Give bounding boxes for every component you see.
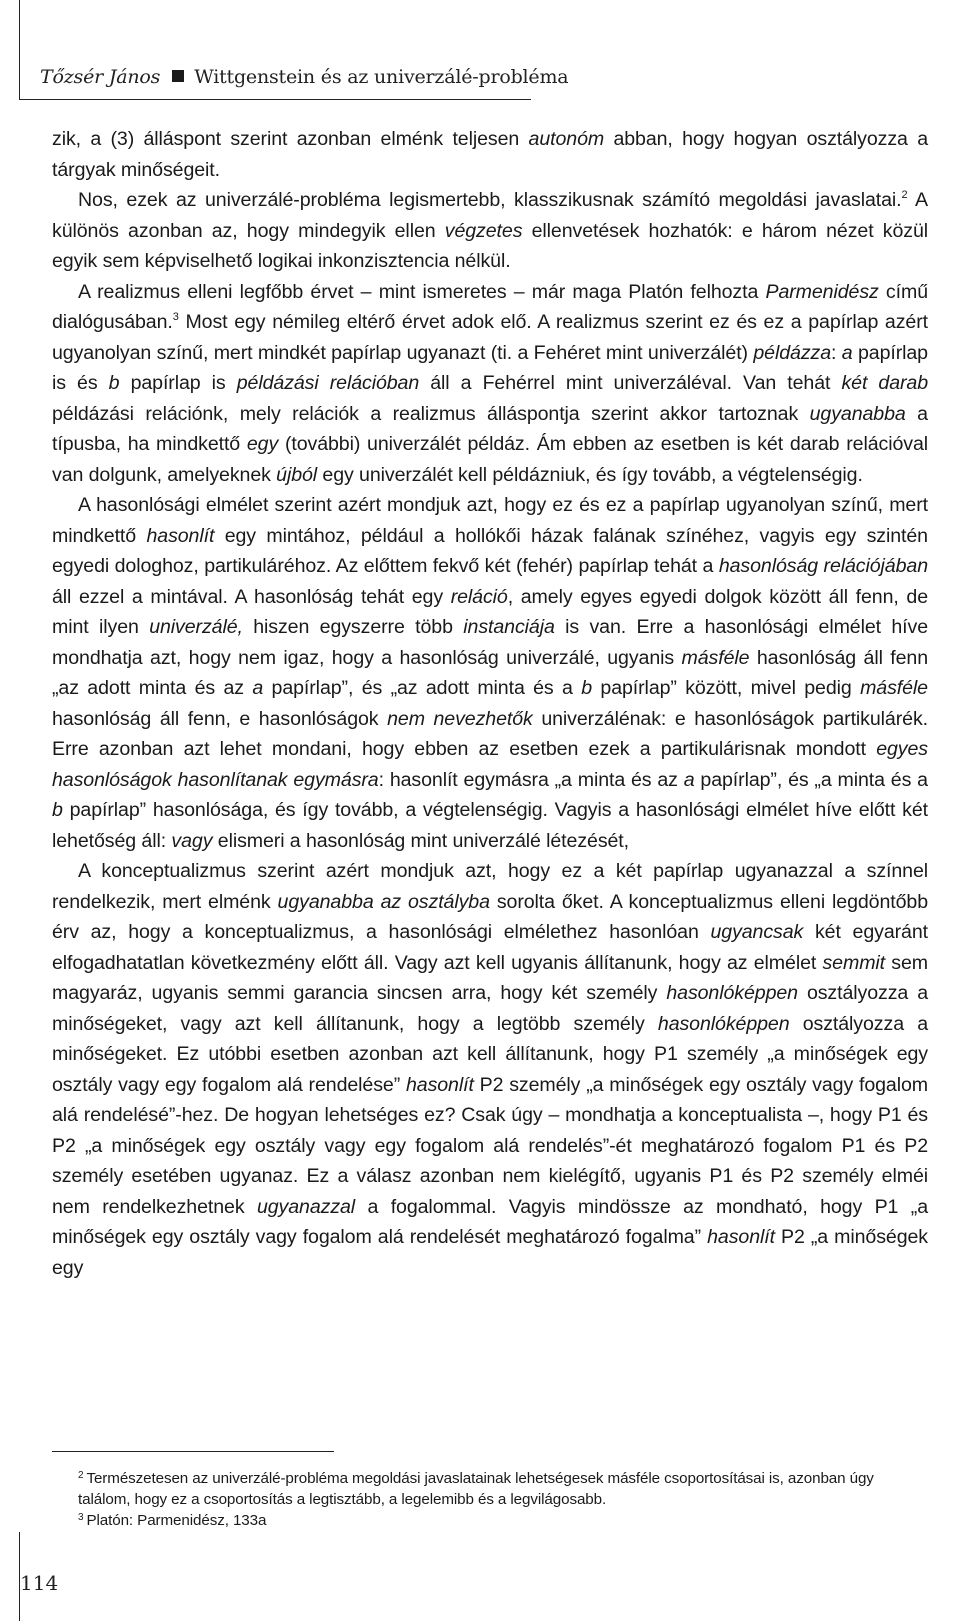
footnotes [78,1468,928,1531]
header-author: Tőzsér János [40,66,161,88]
header-horizontal-rule [19,99,531,100]
footnote-2 [78,1468,928,1510]
footnote-text: Természetesen az univerzálé-probléma megoldási javaslatainak lehetségesek másféle csoportosításai is, azonban úgy találom, hogy ez a csoportosítás a legtisztább, a legelemibb és a legvilágosabb. [78,1470,874,1508]
paragraph-4: A hasonlósági elmélet szerint azért mondjuk azt, hogy ez és ez a papírlap ugyanolyan színű, mert mindkettő hasonlít egy mintához, például a hollókői házak falának színéhez, vagyis egy szintén egyedi dologhoz, partikuláréhoz. Az előttem fekvő két (fehér) papírlap tehát a hasonlóság relációjában áll ezzel a mintával. A hasonlóság tehát egy reláció, amely egyes egyedi dolgok között áll fenn, de mint ilyen univerzálé, hiszen egyszerre több instanciája is van. Erre a hasonlósági elmélet híve mondhatja azt, hogy nem igaz, hogy a hasonlóság univerzálé, ugyanis másféle hasonlóság áll fenn „az adott minta és az a papírlap”, és „az adott minta és a b papírlap” között, mivel pedig másféle hasonlóság áll fenn, e hasonlóságok nem nevezhetők univerzálénak: e hasonlóságok partikulárék. Erre azonban azt lehet mondani, hogy ebben az esetben ezek a partikulárisnak mondott egyes hasonlóságok hasonlítanak egymásra: hasonlít egymásra „a minta és az a papírlap”, és „a minta és a b papírlap” hasonlósága, és így tovább, a végtelenségig. Vagyis a hasonlósági elmélet híve előtt két lehetőség áll: vagy elismeri a hasonlóság mint univerzálé létezését, [52,494,929,852]
running-header [40,66,568,88]
header-vertical-rule [19,0,20,100]
body-text [52,124,928,1283]
paragraph-5: A konceptualizmus szerint azért mondjuk azt, hogy ez a két papírlap ugyanazzal a színnel rendelkezik, mert elménk ugyanabba az osztályba sorolta őket. A konceptualizmus elleni legdöntőbb érv az, hogy a konceptualizmus, a hasonlósági elmélethez hasonlóan ugyancsak két egyaránt elfogadhatatlan következmény előtt áll. Vagy azt kell ugyanis állítanunk, hogy az elmélet semmit sem magyaráz, ugyanis semmi garancia sincsen arra, hogy két személy hasonlóképpen osztályozza a minőségeket, vagy azt kell állítanunk, hogy a legtöbb személy hasonlóképpen osztályozza a minőségeket. Ez utóbbi esetben azonban azt kell állítanunk, hogy P1 személy „a minőségek egy osztály vagy egy fogalom alá rendelése” hasonlít P2 személy „a minőségek egy osztály vagy fogalom alá rendelésé”-hez. De hogyan lehetséges ez? Csak úgy – mondhatja a konceptualista –, hogy P1 és P2 „a minőségek egy osztály vagy egy fogalom alá rendelés”-ét meghatározó fogalom P1 és P2 személy esetében ugyanaz. Ez a válasz azonban nem kielégítő, ugyanis P1 és P2 személy elméi nem rendelkezhetnek ugyanazzal a fogalommal. Vagyis mindössze az mondható, hogy P1 „a minőségek egy osztály vagy fogalom alá rendelését meghatározó fogalma” hasonlít P2 „a minőségek egy [52,860,929,1279]
footnote-ref-3: 3 [172,311,179,323]
page-number: 114 [20,1571,59,1595]
paragraph-2: Nos, ezek az univerzálé-probléma legismertebb, klasszikusnak számító megoldási javaslatai.$^2$ A különös azonban az, hogy mindegyik ellen végzetes ellenvetések hozhatók: e három nézet közül egyik sem képviselhető logikai inkonzisztencia nélkül. [52,189,928,272]
footnote-ref-2: 2 [901,189,908,201]
paragraph-3: A realizmus elleni legfőbb érvet – mint ismeretes – már maga Platón felhozta Parmenidész című dialógusában.$^3$ Most egy némileg eltérő érvet adok elő. A realizmus szerint ez és ez a papírlap azért ugyanolyan színű, mert mindkét papírlap ugyanazt (ti. a Fehéret mint univerzálét) példázza: a papírlap is és b papírlap is példázási relációban áll a Fehérrel mint univerzáléval. Van tehát két darab példázási relációnk, mely relációk a realizmus álláspontja szerint akkor tartoznak ugyanabba a típusba, ha mindkettő egy (további) univerzálét példáz. Ám ebben az esetben is két darab relációval van dolgunk, amelyeknek újból egy univerzálét kell példázniuk, és így tovább, a végtelenségig. [52,280,929,486]
footnote-separator [52,1451,334,1452]
paragraph-1: zik, a (3) álláspont szerint azonban elménk teljesen autonóm abban, hogy hogyan osztályozza a tárgyak minőségeit. [52,128,928,181]
header-title: Wittgenstein és az univerzálé-probléma [194,66,569,88]
footnote-3 [78,1510,928,1531]
square-separator-icon [172,70,184,82]
footnote-text: Platón: Parmenidész, 133a [86,1512,267,1529]
footnote-number: 2 [78,1470,84,1481]
footnote-number: 3 [78,1512,84,1523]
